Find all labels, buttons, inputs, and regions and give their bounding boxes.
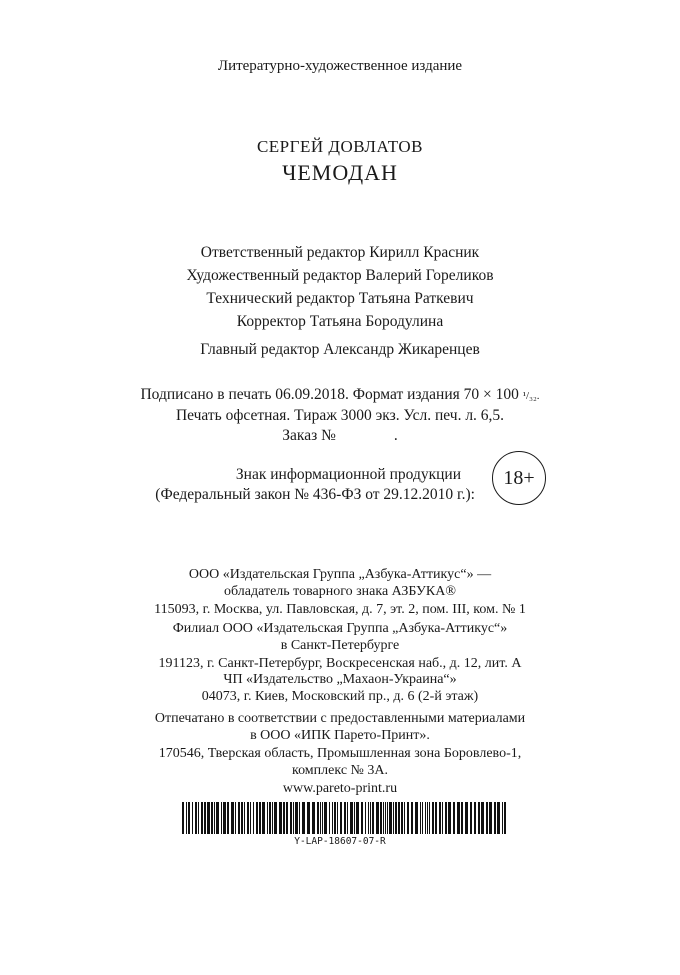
barcode-bar <box>420 802 421 834</box>
imprint-line: в Санкт-Петербурге <box>280 638 400 654</box>
info-product-line: Знак информационной продукции <box>235 466 461 483</box>
barcode-bar <box>337 802 338 834</box>
barcode-bar <box>259 802 261 834</box>
editorial-credits <box>0 241 680 333</box>
barcode-bar <box>307 802 310 834</box>
credit-line: Художественный редактор Валерий Гореликов <box>186 267 494 284</box>
barcode-bar <box>404 802 405 834</box>
barcode-bar <box>497 802 500 834</box>
order-end: . <box>393 427 398 444</box>
barcode-bar <box>204 802 206 834</box>
barcode-bar <box>279 802 282 834</box>
barcode-bar <box>435 802 437 834</box>
barcode-bar <box>207 802 210 834</box>
print-signed-text: Подписано в печать 06.09.2018. Формат издания 70 × 100 <box>140 386 519 403</box>
imprint-line: 170546, Тверская область, Промышленная зона Боровлево-1, <box>158 745 522 761</box>
barcode-bar <box>188 802 190 834</box>
barcode-bar <box>267 802 268 834</box>
print-run-line: Печать офсетная. Тираж 3000 экз. Усл. печ. л. 6,5. <box>175 407 505 424</box>
barcode-bar <box>317 802 319 834</box>
barcode-bar <box>299 802 300 834</box>
barcode-bar <box>389 802 392 834</box>
format-fraction: ¹/₃₂. <box>522 390 540 402</box>
barcode-bar <box>214 802 215 834</box>
barcode-bar <box>465 802 468 834</box>
barcode-bar <box>489 802 492 834</box>
barcode-bar <box>195 802 197 834</box>
barcode-bar <box>478 802 480 834</box>
barcode-bar <box>407 802 409 834</box>
barcode-bar <box>334 802 336 834</box>
barcode-bar <box>244 802 245 834</box>
imprint-line: обладатель товарного знака АЗБУКА® <box>224 584 456 600</box>
barcode-bar <box>380 802 382 834</box>
barcode-bar <box>283 802 285 834</box>
barcode-text: Y-LAP-18607-07-R <box>294 836 386 847</box>
barcode-bar <box>329 802 330 834</box>
barcode-bar <box>401 802 403 834</box>
barcode-bar <box>332 802 333 834</box>
barcode-bar <box>361 802 363 834</box>
barcode-bar <box>411 802 413 834</box>
barcode-bar <box>453 802 455 834</box>
barcode-bar <box>344 802 346 834</box>
imprint-branch <box>0 620 680 672</box>
barcode-bar <box>253 802 254 834</box>
barcode-bar <box>198 802 199 834</box>
barcode-bar <box>227 802 229 834</box>
barcode-bar <box>368 802 369 834</box>
barcode-bar <box>320 802 321 834</box>
barcode-bar <box>494 802 496 834</box>
barcode-bar <box>461 802 463 834</box>
barcode-bar <box>201 802 203 834</box>
barcode-bar <box>502 802 503 834</box>
imprint-line: комплекс № 3А. <box>291 763 388 779</box>
barcode-bar <box>262 802 265 834</box>
barcode-bar <box>372 802 374 834</box>
barcode-bar <box>365 802 366 834</box>
barcode-bar <box>393 802 394 834</box>
barcode-bar <box>376 802 379 834</box>
barcode-bar <box>235 802 236 834</box>
imprint-line: 04073, г. Киев, Московский пр., д. 6 (2-й этаж) <box>201 689 479 705</box>
barcode-bar <box>286 802 288 834</box>
imprint-publisher <box>0 566 680 618</box>
credit-line: Корректор Татьяна Бородулина <box>236 313 444 330</box>
barcode-bar <box>216 802 219 834</box>
barcode-bar <box>272 802 273 834</box>
barcode-bar <box>486 802 488 834</box>
genre-line: Литературно-художественное издание <box>217 58 463 74</box>
barcode-bar <box>223 802 226 834</box>
barcode-bar <box>415 802 418 834</box>
age-rating-badge <box>492 451 546 505</box>
barcode-bar <box>470 802 472 834</box>
barcode-bar <box>425 802 426 834</box>
imprint-line: ООО «Издательская Группа „Азбука-Аттикус“» — <box>188 567 492 582</box>
barcode-bar <box>186 802 187 834</box>
imprint-line: 115093, г. Москва, ул. Павловская, д. 7, эт. 2, пом. III, ком. № 1 <box>154 601 526 617</box>
imprint-printer <box>0 710 680 797</box>
barcode-bar <box>427 802 428 834</box>
barcode-bar <box>350 802 353 834</box>
age-rating-text: 18+ <box>503 466 535 489</box>
barcode-bar <box>445 802 447 834</box>
book-author: СЕРГЕЙ ДОВЛАТОВ <box>256 137 424 156</box>
barcode-bar <box>322 802 323 834</box>
barcode-bar <box>340 802 342 834</box>
chief-editor: Главный редактор Александр Жикаренцев <box>200 341 480 358</box>
barcode-bar <box>354 802 355 834</box>
barcode-bar <box>312 802 315 834</box>
barcode-bar <box>290 802 292 834</box>
barcode-bar <box>192 802 193 834</box>
barcode-bar <box>238 802 240 834</box>
barcode-bar <box>370 802 371 834</box>
barcode-bar <box>182 802 184 834</box>
barcode-bar <box>442 802 443 834</box>
barcode-bar <box>432 802 434 834</box>
barcode-bar <box>422 802 423 834</box>
barcode-bar <box>481 802 484 834</box>
barcode-bar <box>247 802 249 834</box>
barcode-bar <box>356 802 359 834</box>
barcode-bar <box>302 802 305 834</box>
order-line <box>0 426 680 446</box>
print-signed-line <box>0 385 680 406</box>
barcode-bar <box>295 802 298 834</box>
barcode-bar <box>429 802 430 834</box>
barcode-bar <box>241 802 243 834</box>
imprint-line: 191123, г. Санкт-Петербург, Воскресенская наб., д. 12, лит. А <box>158 655 522 671</box>
barcode-bar <box>269 802 271 834</box>
federal-law-line: (Федеральный закон № 436-ФЗ от 29.12.2010 г.): <box>155 486 475 503</box>
barcode-bar <box>439 802 441 834</box>
order-label: Заказ № <box>282 427 336 444</box>
barcode-bar <box>211 802 213 834</box>
imprint-line: Филиал ООО «Издательская Группа „Азбука-Аттикус“» <box>172 621 508 636</box>
barcode-bar <box>221 802 222 834</box>
barcode-bar <box>383 802 384 834</box>
publication-details <box>0 385 680 446</box>
barcode-bar <box>474 802 476 834</box>
barcode-bar <box>448 802 451 834</box>
barcode-bar <box>387 802 388 834</box>
info-product-notice <box>0 465 475 505</box>
printer-website: www.pareto-print.ru <box>282 780 398 796</box>
barcode-bar <box>395 802 397 834</box>
book-title: ЧЕМОДАН <box>282 160 398 185</box>
barcode-bar <box>504 802 506 834</box>
barcode-bar <box>324 802 327 834</box>
imprint-line: ЧП «Издательство „Махаон-Украина“» <box>223 672 457 687</box>
barcode-bar <box>293 802 294 834</box>
barcode-image <box>182 802 510 834</box>
imprint-line: Отпечатано в соответствии с предоставленными материалами <box>154 711 526 726</box>
barcode-bar <box>256 802 258 834</box>
barcode-bar <box>385 802 386 834</box>
credit-line: Технический редактор Татьяна Раткевич <box>206 290 474 307</box>
barcode-bar <box>274 802 277 834</box>
barcode-bar <box>398 802 400 834</box>
barcode-bar <box>457 802 460 834</box>
barcode-bar <box>347 802 348 834</box>
barcode-bar <box>231 802 234 834</box>
imprint-ukraine <box>0 671 680 706</box>
barcode-bar <box>250 802 251 834</box>
imprint-line: в ООО «ИПК Парето-Принт». <box>250 728 430 744</box>
credit-line: Ответственный редактор Кирилл Красник <box>200 244 480 261</box>
